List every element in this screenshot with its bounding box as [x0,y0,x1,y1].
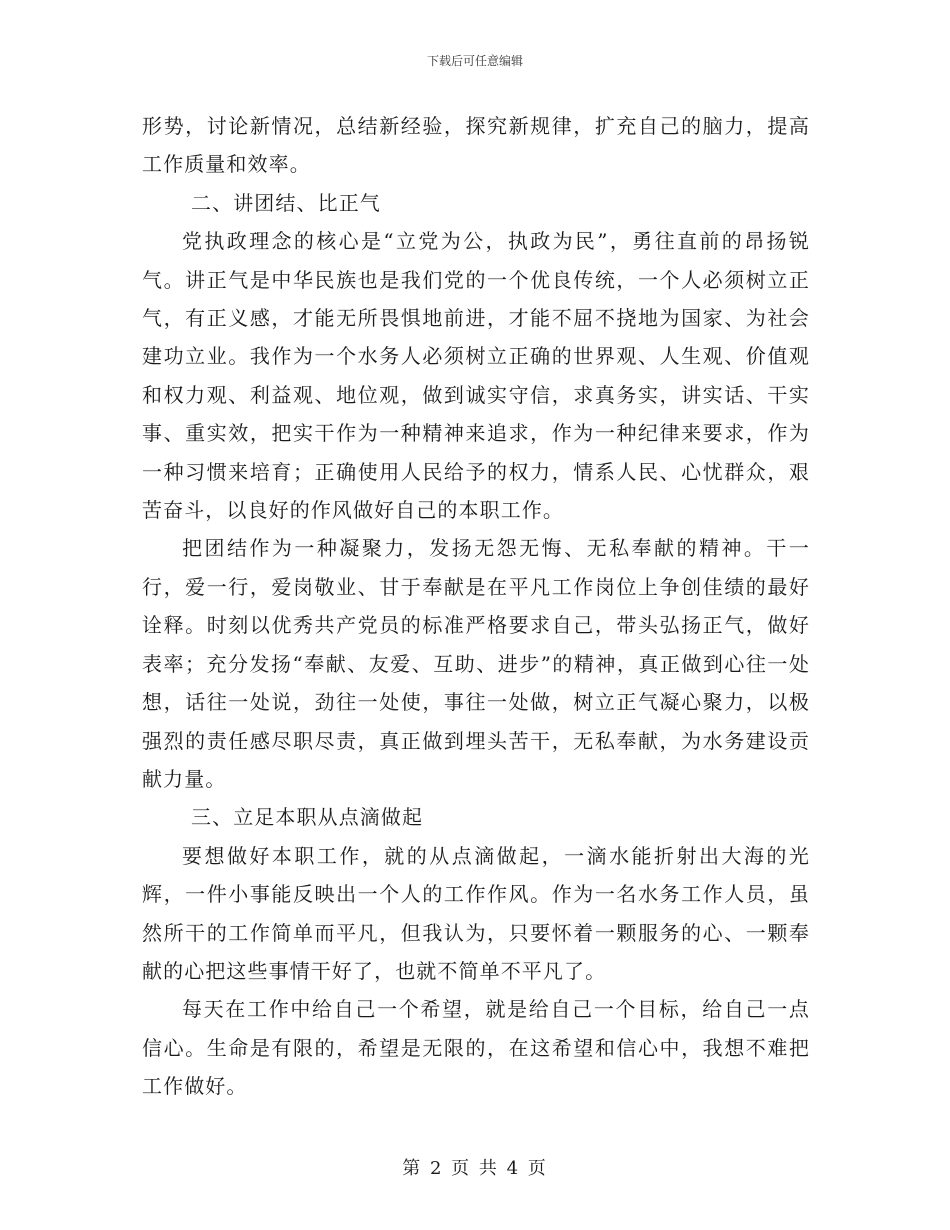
page-number-footer: 第 2 页 共 4 页 [402,1158,548,1179]
document-body [142,107,810,1106]
section-heading-3: 三、立足本职从点滴做起 [191,805,424,830]
section-heading-2: 二、讲团结、比正气 [191,190,381,215]
paragraph-continuation: 形势，讨论新情况，总结新经验，探究新规律，扩充自己的脑力，提高工作质量和效率。 [142,114,810,177]
paragraph: 每天在工作中给自己一个希望，就是给自己一个目标，给自己一点信心。生命是有限的，希望是无限的，在这希望和信心中，我想不难把工作做好。 [142,997,810,1099]
page-header: 下载后可任意编辑 [426,54,523,68]
paragraph: 要想做好本职工作，就的从点滴做起，一滴水能折射出大海的光辉，一件小事能反映出一个人的工作作风。作为一名水务工作人员，虽然所干的工作简单而平凡，但我认为，只要怀着一颗服务的心、一颗奉献的心把这些事情干好了，也就不简单不平凡了。 [142,843,810,983]
paragraph: 党执政理念的核心是“立党为公，执政为民”，勇往直前的昂扬锐气。讲正气是中华民族也是我们党的一个优良传统，一个人必须树立正气，有正义感，才能无所畏惧地前进，才能不屈不挠地为国家、为社会建功立业。我作为一个水务人必须树立正确的世界观、人生观、价值观和权力观、利益观、地位观，做到诚实守信，求真务实，讲实话、干实事、重实效，把实干作为一种精神来追求，作为一种纪律来要求，作为一种习惯来培育；正确使用人民给予的权力，情系人民、心忧群众，艰苦奋斗，以良好的作风做好自己的本职工作。 [142,229,810,523]
paragraph: 把团结作为一种凝聚力，发扬无怨无悔、无私奉献的精神。干一行，爱一行，爱岗敬业、甘于奉献是在平凡工作岗位上争创佳绩的最好诠释。时刻以优秀共产党员的标准严格要求自己，带头弘扬正气，做好表率；充分发扬“奉献、友爱、互助、进步”的精神，真正做到心往一处想，话往一处说，劲往一处使，事往一处做，树立正气凝心聚力，以极强烈的责任感尽职尽责，真正做到埋头苦干，无私奉献，为水务建设贡献力量。 [142,536,810,791]
